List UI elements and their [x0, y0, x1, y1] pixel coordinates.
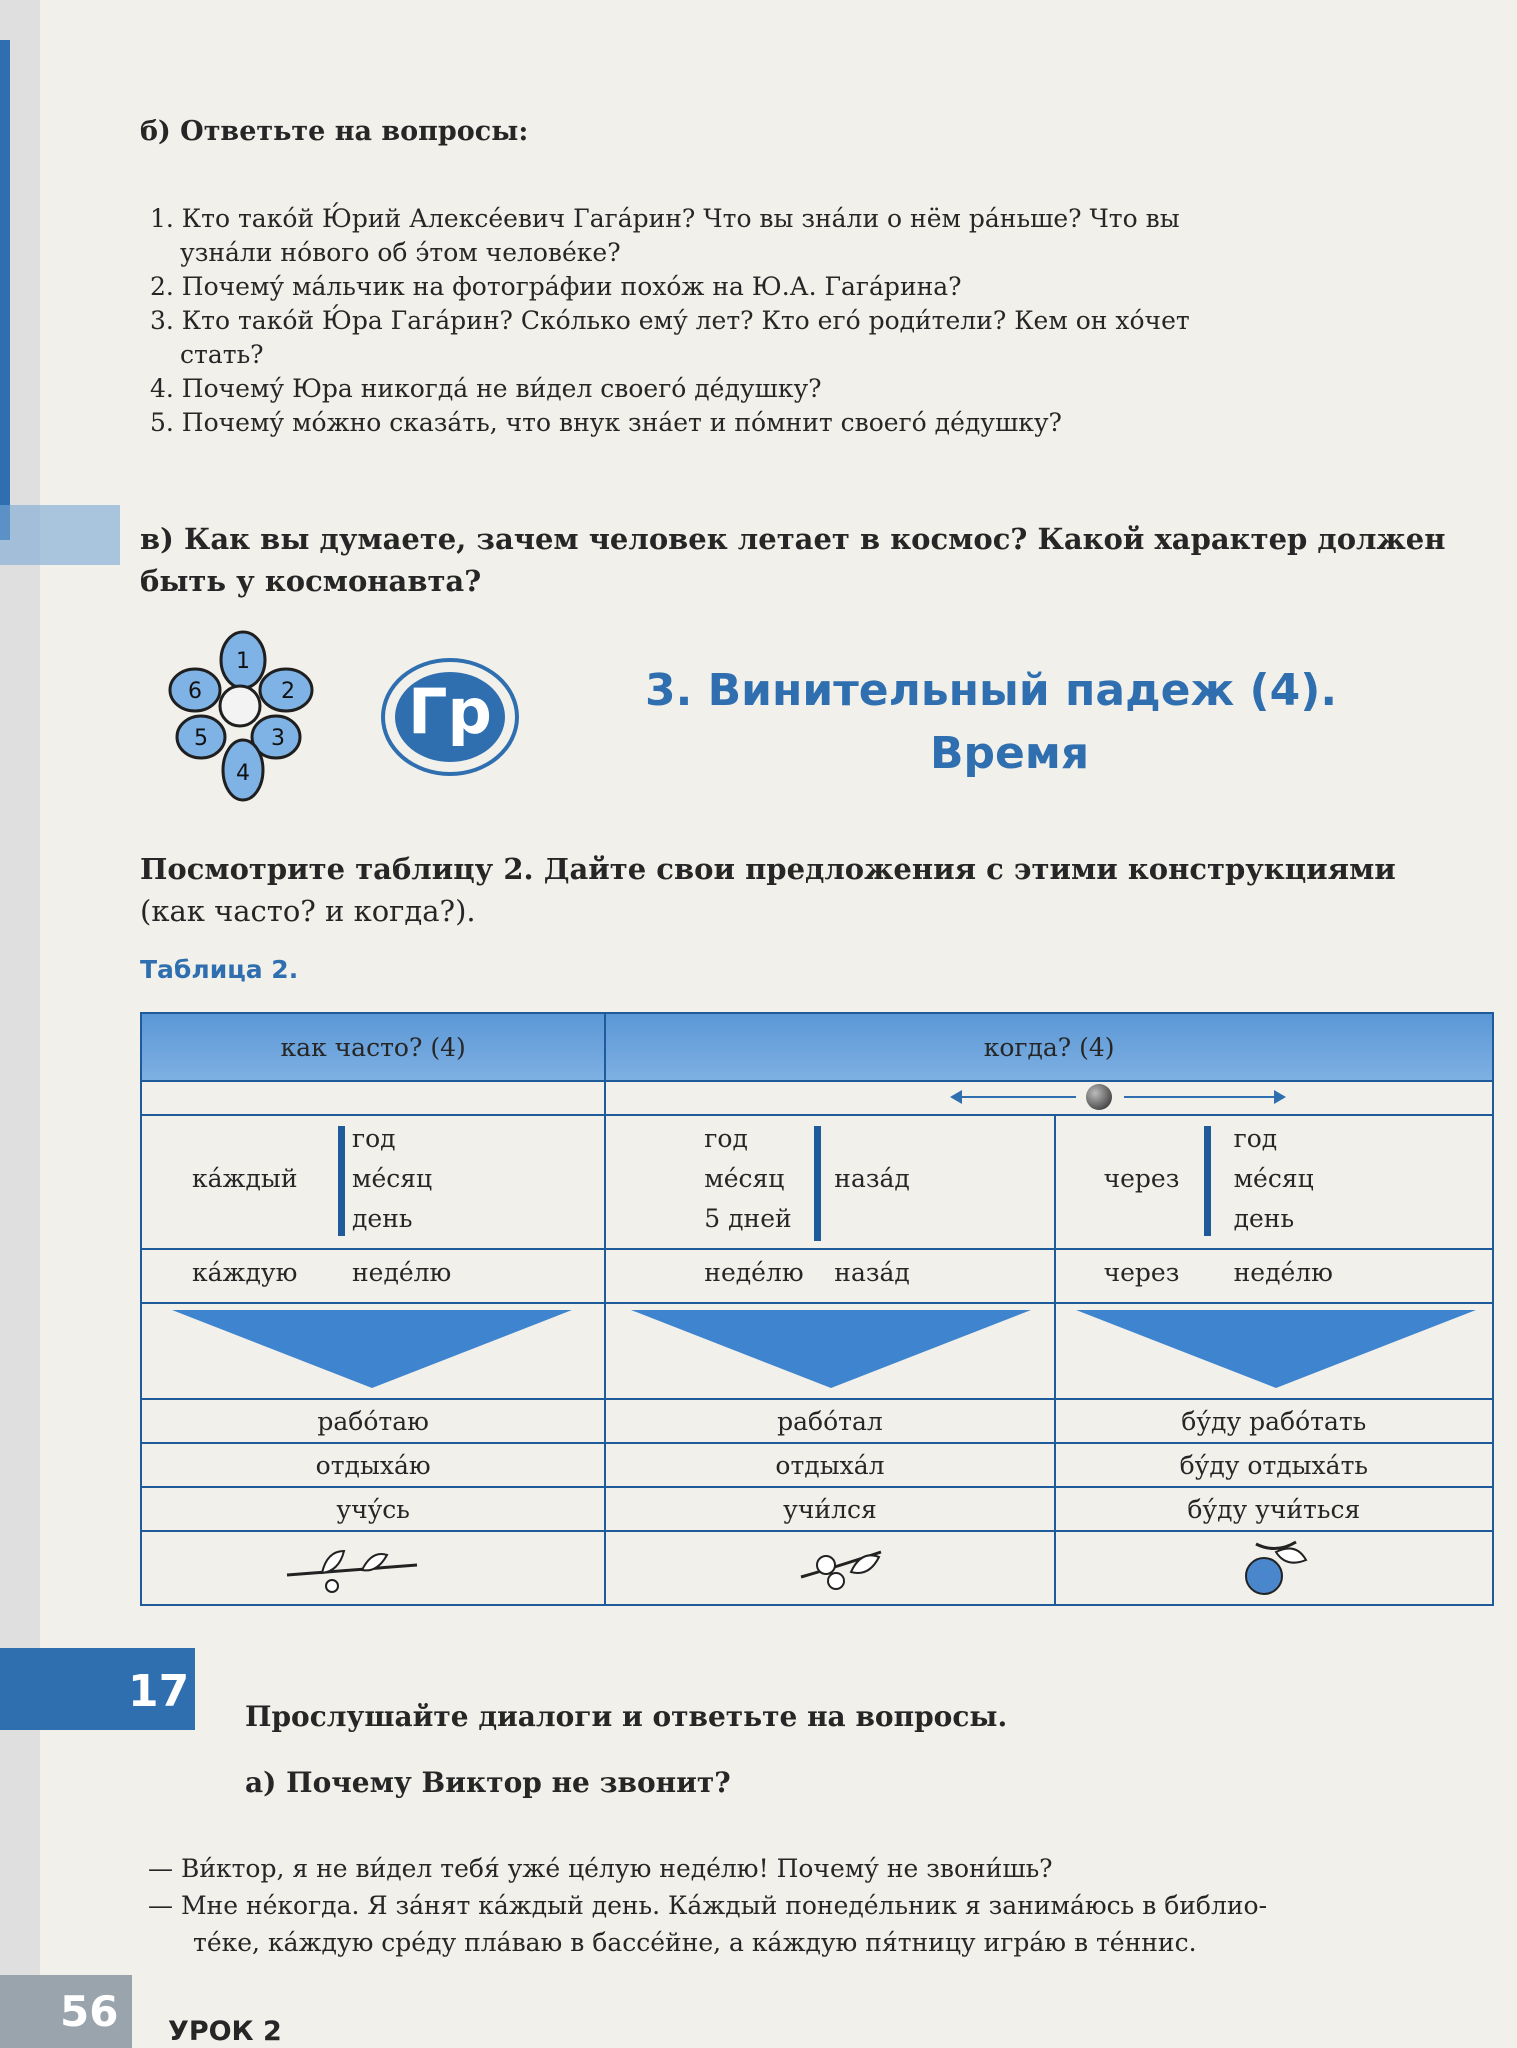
question-line: 1. Кто тако́й Ю́рий Алексе́евич Гага́рин? Что вы зна́ли о нём ра́ньше? Что вы	[150, 204, 1180, 233]
dialog-line: — Ви́ктор, я не ви́дел тебя́ уже́ це́лую неде́лю! Почему́ не звони́шь?	[148, 1854, 1053, 1883]
flower-petal-label: 2	[281, 679, 295, 704]
cell-kazhdyi	[141, 1115, 605, 1249]
arrow-down-icon	[1076, 1310, 1476, 1388]
fruit-icon	[1226, 1534, 1316, 1600]
section-v-question	[140, 518, 1445, 602]
arrow-down-icon	[631, 1310, 1031, 1388]
grammar-logo-text: Гр	[408, 675, 492, 748]
exercise-title: Прослушайте диалоги и ответьте на вопросы.	[245, 1700, 1008, 1733]
word-nazad: наза́д	[834, 1164, 910, 1193]
question-line: 2. Почему́ ма́льчик на фотогра́фии похо́ж на Ю.А. Гага́рина?	[150, 272, 962, 301]
grammar-table	[140, 1012, 1494, 1606]
instruction-line: Посмотрите таблицу 2. Дайте свои предложения с этими конструкциями	[140, 852, 1396, 886]
word-cherez: через	[1103, 1164, 1180, 1193]
unit-mesyats: ме́сяц	[704, 1164, 785, 1193]
verb-past-1: рабо́тал	[605, 1399, 1054, 1443]
left-accent-strip	[0, 40, 10, 540]
unit-god: год	[704, 1124, 748, 1153]
unit-mesyats: ме́сяц	[1233, 1164, 1314, 1193]
divider-bar	[338, 1126, 345, 1236]
page-number: 56	[60, 1987, 119, 2036]
unit-5-days: 5 дней	[704, 1204, 792, 1233]
header-when-label: когда? (4)	[983, 1032, 1115, 1062]
unit-den: день	[1233, 1204, 1295, 1233]
instruction-line: (как часто? и когда?).	[140, 894, 476, 928]
section-3-subtitle: Время	[930, 728, 1090, 779]
grammar-logo-icon	[385, 662, 515, 772]
section-v-line: в) Как вы думаете, зачем человек летает в космос? Какой характер должен	[140, 522, 1446, 556]
verb-present-3: учу́сь	[141, 1487, 605, 1531]
unit-god: год	[352, 1124, 396, 1153]
verb-past-3: учи́лся	[605, 1487, 1054, 1531]
arrow-left-icon	[950, 1090, 962, 1104]
verb-future-1: бу́ду рабо́тать	[1055, 1399, 1493, 1443]
header-how-often	[141, 1013, 605, 1081]
divider-bar	[814, 1126, 821, 1241]
question-line: 4. Почему́ Юра никогда́ не ви́дел своего́ де́душку?	[150, 374, 822, 403]
exercise-number: 17	[128, 1666, 190, 1717]
flower-petal-label: 4	[236, 761, 250, 786]
cell-cherez	[1055, 1115, 1493, 1249]
unit-mesyats: ме́сяц	[352, 1164, 433, 1193]
section-v-line: быть у космонавта?	[140, 564, 482, 598]
unit-den: день	[352, 1204, 413, 1233]
cell-nazad	[605, 1115, 1054, 1249]
exercise-sub-a: а) Почему Виктор не звонит?	[245, 1766, 731, 1799]
timeline-past-arrow	[956, 1096, 1076, 1098]
question-line: узна́ли но́вого об э́том челове́ке?	[180, 238, 621, 267]
verb-future-3: бу́ду учи́ться	[1055, 1487, 1493, 1531]
question-line: 3. Кто тако́й Ю́ра Гага́рин? Ско́лько ему́ лет? Кто его́ роди́тели? Кем он хо́чет	[150, 306, 1190, 335]
question-list	[150, 202, 1190, 440]
word-nedelyu: неде́лю	[704, 1258, 804, 1287]
verb-present-1: рабо́таю	[141, 1399, 605, 1443]
word-cherez: через	[1103, 1258, 1180, 1287]
left-blue-tab	[0, 505, 120, 565]
header-how-often-label: как часто? (4)	[280, 1032, 466, 1062]
dialog	[148, 1850, 1267, 1961]
header-when	[605, 1013, 1493, 1081]
section-b-title: б) Ответьте на вопросы:	[140, 116, 529, 147]
cell-kazhduyu-nedelyu	[141, 1249, 605, 1303]
lesson-label: УРОК 2	[168, 2016, 282, 2047]
cell-cherez-nedelyu	[1055, 1249, 1493, 1303]
arrow-down-icon	[172, 1310, 572, 1388]
flower-petal-label: 6	[188, 679, 202, 704]
flower-petal-label: 5	[194, 726, 208, 751]
branch-icon	[282, 1540, 422, 1595]
verb-present-2: отдыха́ю	[141, 1443, 605, 1487]
arrow-right-icon	[1274, 1090, 1286, 1104]
now-dot-icon	[1086, 1084, 1112, 1110]
word-nedelyu: неде́лю	[1233, 1258, 1333, 1287]
word-nedelyu: неде́лю	[352, 1258, 452, 1287]
dialog-line: те́ке, ка́ждую сре́ду пла́ваю в бассе́йне, а ка́ждую пя́тницу игра́ю в те́ннис.	[193, 1928, 1197, 1957]
instruction	[140, 848, 1396, 932]
verb-future-2: бу́ду отдыха́ть	[1055, 1443, 1493, 1487]
section-3-title: 3. Винительный падеж (4).	[645, 665, 1338, 716]
word-kazhduyu: ка́ждую	[192, 1258, 298, 1287]
dialog-line: — Мне не́когда. Я за́нят ка́ждый день. Ка́ждый понеде́льник я занима́юсь в библио-	[148, 1891, 1268, 1920]
cell-nedelyu-nazad	[605, 1249, 1054, 1303]
flower-petal-label: 1	[236, 649, 250, 674]
unit-god: год	[1233, 1124, 1278, 1153]
timeline-future-arrow	[1124, 1096, 1274, 1098]
table-caption: Таблица 2.	[140, 955, 299, 984]
question-line: стать?	[180, 340, 264, 369]
exercise-number-badge	[0, 1648, 195, 1730]
flower-icon	[168, 630, 318, 810]
page-number-tab	[0, 1975, 132, 2048]
question-line: 5. Почему́ мо́жно сказа́ть, что внук зна́ет и по́мнит своего́ де́душку?	[150, 408, 1062, 437]
verb-past-2: отдыха́л	[605, 1443, 1054, 1487]
word-nazad: наза́д	[834, 1258, 910, 1287]
word-kazhdyi: ка́ждый	[192, 1164, 298, 1193]
divider-bar	[1204, 1126, 1211, 1236]
flower-petal-label: 3	[271, 726, 285, 751]
blossom-branch-icon	[796, 1537, 886, 1597]
